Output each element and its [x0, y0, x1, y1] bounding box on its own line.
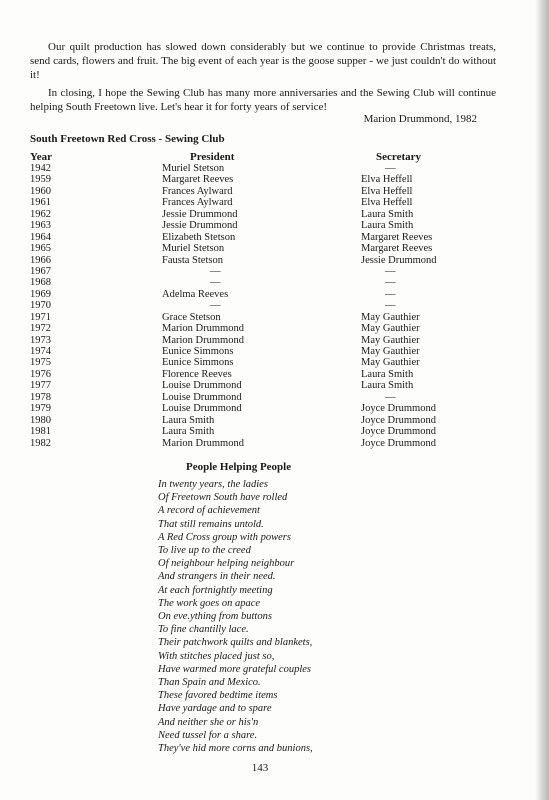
cell-president: Jessie Drummond: [162, 208, 238, 220]
table-row: [0, 163, 549, 174]
poem-title: People Helping People: [186, 461, 292, 473]
officers-table-body: [0, 163, 549, 449]
poem-line: The work goes on apace: [158, 597, 261, 609]
cell-year: 1962: [30, 208, 51, 220]
table-row: [0, 346, 549, 357]
cell-secretary: —: [385, 288, 396, 300]
table-row: [0, 300, 549, 311]
cell-secretary: Elva Heffell: [361, 174, 413, 186]
table-row: [0, 323, 549, 334]
cell-year: 1970: [30, 300, 51, 312]
poem-line: They've hid more corns and bunions,: [158, 743, 313, 755]
closing-paragraph-2: In closing, I hope the Sewing Club has many more anniversaries and the Sewing Club will continue helping South Freetown live. Let's hear it for forty years of service!: [30, 87, 496, 113]
poem-body: [158, 478, 313, 755]
poem-line: On eve.ything from buttons: [158, 611, 272, 623]
table-row: [0, 277, 549, 288]
cell-secretary: —: [385, 277, 396, 289]
poem-line: With stitches placed just so,: [158, 650, 275, 662]
cell-president: —: [210, 300, 221, 312]
cell-president: Laura Smith: [162, 414, 215, 426]
poem-line: A record of achievement: [158, 505, 260, 517]
cell-president: Marion Drummond: [162, 323, 244, 335]
table-row: [0, 232, 549, 243]
page-edge-shadow: [535, 0, 549, 800]
cell-year: 1965: [30, 243, 51, 255]
cell-secretary: —: [385, 300, 396, 312]
table-row: [0, 415, 549, 426]
cell-president: Grace Stetson: [162, 311, 221, 323]
cell-year: 1972: [30, 323, 51, 335]
cell-secretary: May Gauthier: [361, 357, 420, 369]
cell-president: Muriel Stetson: [162, 163, 225, 174]
table-row: [0, 369, 549, 380]
cell-year: 1980: [30, 414, 51, 426]
cell-secretary: Margaret Reeves: [361, 231, 433, 243]
cell-year: 1968: [30, 277, 51, 289]
table-row: [0, 220, 549, 231]
page-number: 143: [251, 762, 269, 774]
cell-year: 1979: [30, 403, 51, 415]
cell-secretary: May Gauthier: [361, 334, 420, 346]
table-row: [0, 380, 549, 391]
cell-year: 1963: [30, 220, 51, 232]
table-row: [0, 426, 549, 437]
header-year: Year: [30, 151, 52, 163]
cell-year: 1977: [30, 380, 51, 392]
table-title: South Freetown Red Cross - Sewing Club: [30, 133, 225, 145]
poem-line: And strangers in their need.: [158, 571, 276, 583]
cell-president: Fausta Stetson: [162, 254, 223, 266]
cell-year: 1971: [30, 311, 51, 323]
cell-secretary: May Gauthier: [361, 346, 420, 357]
poem-line: Than Spain and Mexico.: [158, 677, 261, 689]
cell-year: 1966: [30, 254, 51, 266]
cell-secretary: —: [385, 163, 396, 174]
poem-line: Their patchwork quilts and blankets,: [158, 637, 313, 649]
cell-president: Adelma Reeves: [162, 288, 229, 300]
table-row: [0, 186, 549, 197]
cell-president: Frances Aylward: [162, 197, 233, 209]
closing-paragraph-1: Our quilt production has slowed down considerably but we continue to provide Christmas treats, send cards, flowers and fruit. The big event of each year is the goose supper - we just couldn't do without it!: [30, 41, 496, 81]
cell-president: Louise Drummond: [162, 403, 242, 415]
cell-president: Eunice Simmons: [162, 346, 234, 357]
table-row: [0, 289, 549, 300]
cell-secretary: Joyce Drummond: [361, 403, 436, 415]
table-row: [0, 255, 549, 266]
poem-line: Have yardage and to spare: [158, 703, 272, 715]
cell-year: 1973: [30, 334, 51, 346]
table-row: [0, 266, 549, 277]
cell-president: Jessie Drummond: [162, 220, 238, 232]
table-row: [0, 392, 549, 403]
cell-year: 1960: [30, 185, 51, 197]
cell-secretary: May Gauthier: [361, 311, 420, 323]
cell-year: 1982: [30, 437, 51, 449]
cell-secretary: Laura Smith: [361, 380, 414, 392]
poem-line: A Red Cross group with powers: [158, 531, 291, 543]
cell-secretary: Margaret Reeves: [361, 243, 433, 255]
cell-president: Eunice Simmons: [162, 357, 234, 369]
cell-president: —: [210, 265, 221, 277]
poem-line: Have warmed more grateful couples: [158, 663, 311, 675]
table-row: [0, 197, 549, 208]
poem-line: Need tussel for a share.: [158, 729, 258, 741]
table-row: [0, 438, 549, 449]
cell-year: 1964: [30, 231, 51, 243]
cell-president: —: [210, 277, 221, 289]
cell-secretary: Joyce Drummond: [361, 414, 436, 426]
cell-secretary: Laura Smith: [361, 368, 414, 380]
cell-president: Elizabeth Stetson: [162, 231, 236, 243]
cell-year: 1981: [30, 426, 51, 438]
cell-year: 1975: [30, 357, 51, 369]
cell-president: Frances Aylward: [162, 185, 233, 197]
cell-year: 1978: [30, 391, 51, 403]
table-row: [0, 403, 549, 414]
poem-line: These favored bedtime items: [158, 690, 278, 702]
cell-secretary: Elva Heffell: [361, 197, 413, 209]
table-row: [0, 335, 549, 346]
poem-line: To fine chantilly lace.: [158, 624, 249, 636]
cell-secretary: Joyce Drummond: [361, 426, 436, 438]
cell-president: Louise Drummond: [162, 391, 242, 403]
cell-secretary: May Gauthier: [361, 323, 420, 335]
cell-year: 1974: [30, 346, 51, 357]
cell-president: Laura Smith: [162, 426, 215, 438]
poem-line: In twenty years, the ladies: [158, 479, 268, 490]
cell-president: Margaret Reeves: [162, 174, 234, 186]
table-row: [0, 174, 549, 185]
poem-line: At each fortnightly meeting: [158, 584, 273, 596]
cell-secretary: —: [385, 391, 396, 403]
cell-year: 1976: [30, 368, 51, 380]
poem-line: And neither she or his'n: [158, 716, 259, 728]
table-row: [0, 357, 549, 368]
header-secretary: Secretary: [376, 151, 421, 163]
cell-president: Florence Reeves: [162, 368, 232, 380]
cell-secretary: Laura Smith: [361, 208, 414, 220]
cell-year: 1961: [30, 197, 51, 209]
cell-secretary: Jessie Drummond: [361, 254, 437, 266]
header-president: President: [190, 151, 235, 163]
table-row: [0, 312, 549, 323]
cell-year: 1967: [30, 265, 51, 277]
cell-year: 1959: [30, 174, 51, 186]
cell-secretary: —: [385, 265, 396, 277]
cell-president: Marion Drummond: [162, 437, 244, 449]
cell-secretary: Joyce Drummond: [361, 437, 436, 449]
poem-line: To live up to the creed: [158, 545, 251, 557]
table-row: [0, 209, 549, 220]
cell-year: 1969: [30, 288, 51, 300]
cell-president: Marion Drummond: [162, 334, 244, 346]
cell-president: Louise Drummond: [162, 380, 242, 392]
poem-line: Of Freetown South have rolled: [158, 492, 288, 504]
signature: Marion Drummond, 1982: [363, 113, 477, 125]
cell-secretary: Elva Heffell: [361, 185, 413, 197]
table-row: [0, 243, 549, 254]
poem-line: Of neighbour helping neighbour: [158, 558, 295, 570]
cell-president: Muriel Stetson: [162, 243, 225, 255]
cell-secretary: Laura Smith: [361, 220, 414, 232]
cell-year: 1942: [30, 163, 51, 174]
poem-line: That still remains untold.: [158, 518, 264, 530]
